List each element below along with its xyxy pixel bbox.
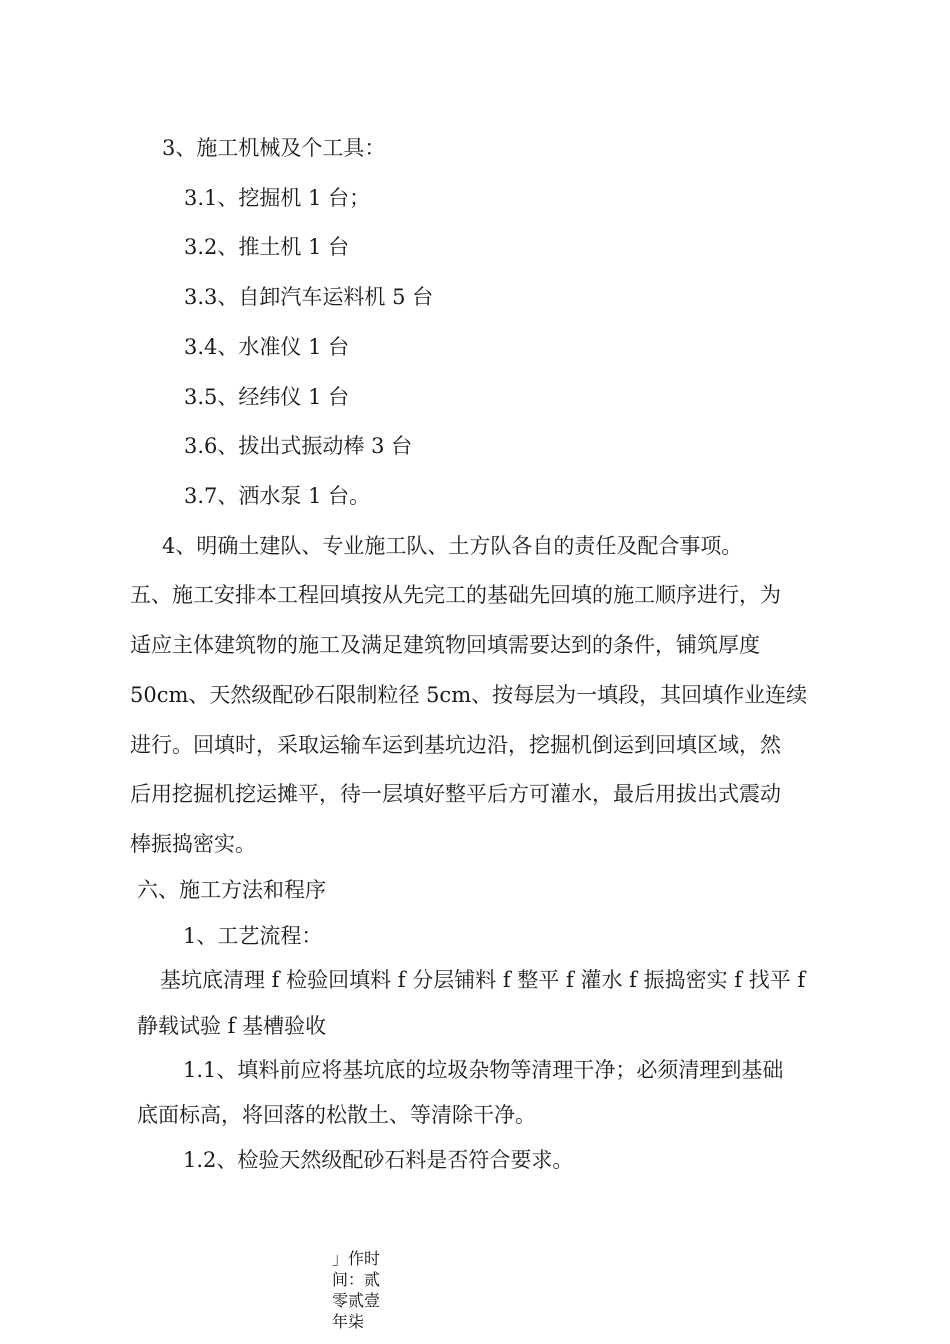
equipment-item: 3.7、洒水泵 1 台。	[184, 484, 371, 508]
process-flow-heading: 1、工艺流程：	[183, 924, 323, 948]
step-1-1-line: 底面标高，将回落的松散土、等清除干净。	[137, 1103, 536, 1127]
process-flow-line: 基坑底清理 f 检验回填料 f 分层铺料 f 整平 f 灌水 f 振捣密实 f 找平 f	[160, 968, 806, 992]
section-5-line: 棒振捣密实。	[130, 832, 256, 856]
equipment-item: 3.3、自卸汽车运料机 5 台	[184, 285, 434, 309]
equipment-item: 3.2、推土机 1 台	[184, 235, 350, 259]
footer-note: 」作时间：贰零贰壹年柒	[332, 1249, 381, 1331]
section-5-line: 进行。回填时，采取运输车运到基坑边沿，挖掘机倒运到回填区域，然	[130, 733, 781, 757]
equipment-item: 3.4、水准仪 1 台	[184, 335, 350, 359]
equipment-item: 3.6、拔出式振动棒 3 台	[184, 434, 413, 458]
section-6-heading: 六、施工方法和程序	[137, 878, 326, 902]
section-5-line: 后用挖掘机挖运摊平，待一层填好整平后方可灌水，最后用拔出式震动	[130, 782, 781, 806]
process-flow-line: 静载试验 f 基槽验收	[137, 1014, 327, 1038]
section-3-heading: 3、施工机械及个工具：	[162, 136, 386, 160]
section-5-line: 五、施工安排本工程回填按从先完工的基础先回填的施工顺序进行，为	[130, 583, 781, 607]
section-5-line: 适应主体建筑物的施工及满足建筑物回填需要达到的条件，铺筑厚度	[130, 633, 760, 657]
equipment-item: 3.5、经纬仪 1 台	[184, 385, 350, 409]
equipment-item: 3.1、挖掘机 1 台；	[184, 186, 371, 210]
section-4-paragraph: 4、明确土建队、专业施工队、土方队各自的责任及配合事项。	[162, 534, 743, 558]
step-1-2-paragraph: 1.2、检验天然级配砂石料是否符合要求。	[183, 1148, 574, 1172]
step-1-1-line: 1.1、填料前应将基坑底的垃圾杂物等清理干净；必须清理到基础	[183, 1058, 784, 1082]
section-5-line: 50cm、天然级配砂石限制粒径 5cm、按每层为一填段，其回填作业连续	[130, 683, 808, 707]
